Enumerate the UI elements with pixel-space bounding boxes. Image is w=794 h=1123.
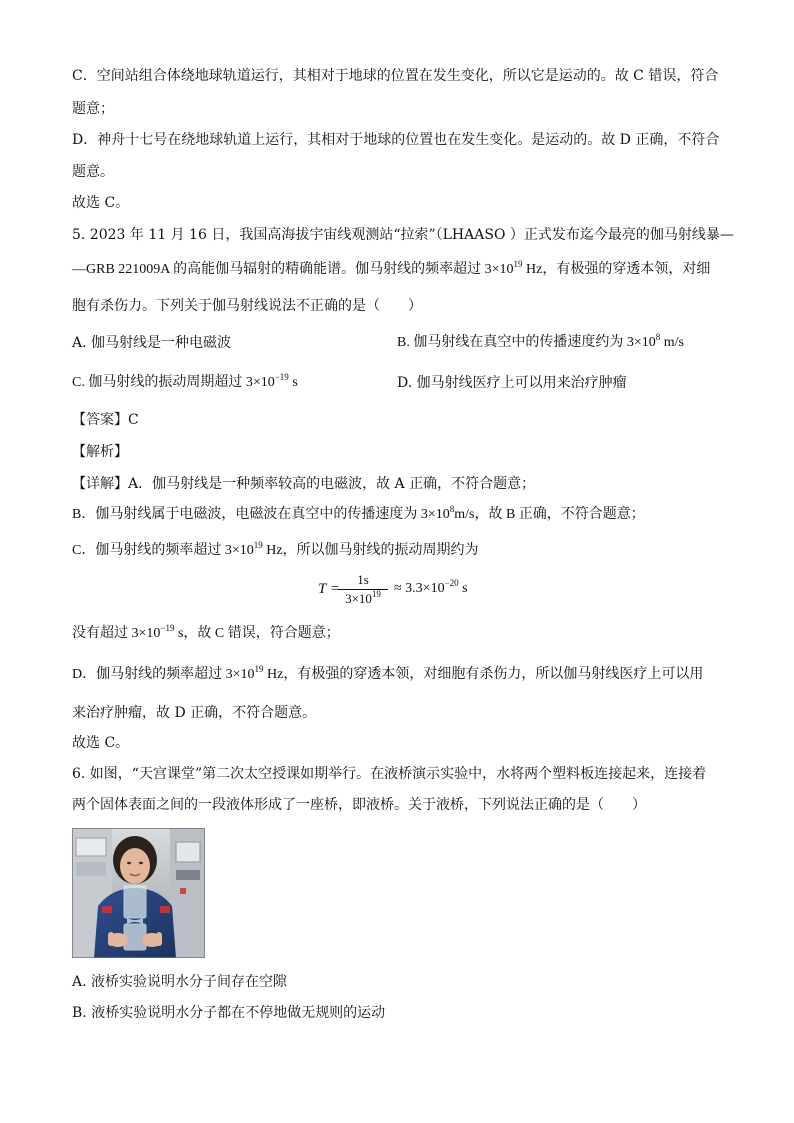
formula-rhs-unit: s: [458, 581, 468, 596]
q5-option-b-text: B. 伽马射线在真空中的传播速度约为 3×10: [397, 335, 656, 350]
detail-label: 【详解】: [72, 476, 128, 492]
formula-denominator-base: 3×10: [345, 591, 372, 606]
formula-rhs-exponent: −20: [444, 578, 459, 588]
q5-not-exceed-text: 没有超过 3×10: [72, 626, 161, 641]
q5-stem-line3: 胞有杀伤力。下列关于伽马射线说法不正确的是（ ）: [72, 298, 422, 314]
q5-detail-b-text-b: m/s，故 B 正确，不符合题意；: [454, 507, 645, 522]
q5-not-exceed-exponent: −19: [160, 623, 175, 633]
answer-label: 【答案】: [72, 412, 128, 428]
q5-detail-d-text: D．伽马射线的频率超过 3×10: [72, 667, 255, 682]
q4-option-c-explanation-line2: 题意；: [72, 101, 114, 117]
q5-stem-exponent: 19: [513, 259, 523, 269]
q6-stem-line1: 6. 如图，“天宫课堂”第二次太空授课如期举行。在液桥演示实验中，水将两个塑料板连接起来，连接着: [72, 766, 707, 782]
q4-option-c-explanation-line1: C．空间站组合体绕地球轨道运行，其相对于地球的位置在发生变化，所以它是运动的。故 C 错误，符合: [72, 68, 719, 84]
q5-detail-c: [72, 541, 479, 561]
q5-detail-d-line2: 来治疗肿瘤，故 D 正确，不符合题意。: [72, 705, 317, 721]
q4-choose: 故选 C。: [72, 195, 130, 211]
q5-option-a: A. 伽马射线是一种电磁波: [72, 335, 232, 351]
q5-stem-line2: [72, 260, 710, 280]
q5-answer: [72, 410, 139, 430]
q6-option-a: A. 液桥实验说明水分子间存在空隙: [72, 974, 288, 990]
q5-option-c-text: C. 伽马射线的振动周期超过 3×10: [72, 375, 275, 390]
answer-value: C: [128, 412, 139, 428]
q5-option-c: [72, 373, 298, 393]
q5-option-d: D. 伽马射线医疗上可以用来治疗肿瘤: [397, 375, 627, 391]
q5-detail-d: [72, 665, 703, 685]
formula-denominator: [338, 591, 388, 607]
q5-stem-line2-text: —GRB 221009A 的高能伽马辐射的精确能谱。伽马射线的频率超过 3×10: [72, 262, 514, 277]
period-formula: [318, 572, 518, 612]
q5-detail-a-text: A．伽马射线是一种频率较高的电磁波，故 A 正确，不符合题意；: [128, 476, 536, 492]
q5-detail-d-text-b: Hz，有极强的穿透本领，对细胞有杀伤力，所以伽马射线医疗上可以用: [263, 667, 704, 682]
q5-option-b: [397, 333, 684, 353]
formula-lhs: T =: [318, 581, 340, 597]
q5-not-exceed: [72, 624, 340, 644]
q5-detail-d-exponent: 19: [254, 664, 264, 674]
formula-rhs-value: ≈ 3.3×10: [394, 581, 445, 596]
q5-detail-b-exponent: 8: [449, 504, 455, 514]
liquid-bridge-photo-drawing: [72, 828, 205, 958]
q5-option-b-exponent: 8: [655, 332, 661, 342]
q5-detail-c-exponent: 19: [253, 540, 263, 550]
q5-option-c-unit: s: [288, 375, 298, 390]
q5-not-exceed-text-b: s，故 C 错误，符合题意；: [174, 626, 340, 641]
q5-detail-a: [72, 474, 535, 494]
q5-detail-b: [72, 505, 645, 525]
q6-stem-line2: 两个固体表面之间的一段液体形成了一座桥，即液桥。关于液桥，下列说法正确的是（ ）: [72, 797, 646, 813]
q5-analysis-label: 【解析】: [72, 444, 128, 460]
q5-detail-c-text: C．伽马射线的频率超过 3×10: [72, 543, 254, 558]
liquid-bridge-photo: [72, 828, 205, 958]
q5-detail-b-text: B．伽马射线属于电磁波，电磁波在真空中的传播速度为 3×10: [72, 507, 450, 522]
q5-option-c-exponent: −19: [274, 372, 289, 382]
formula-rhs: [394, 578, 468, 597]
q5-option-b-unit: m/s: [660, 335, 684, 350]
q5-choose: 故选 C。: [72, 735, 130, 751]
formula-numerator: 1s: [357, 572, 369, 587]
formula-fraction: [338, 572, 388, 607]
formula-denominator-exponent: 19: [371, 589, 381, 599]
q6-option-b: B. 液桥实验说明水分子都在不停地做无规则的运动: [72, 1005, 386, 1021]
q5-stem-line1: 5. 2023 年 11 月 16 日，我国高海拔宇宙线观测站“拉索”（LHAASO ）正式发布迄今最亮的伽马射线暴—: [72, 227, 734, 243]
q4-option-d-explanation-line1: D．神舟十七号在绕地球轨道上运行，其相对于地球的位置也在发生变化。是运动的。故 D 正确，不符合: [72, 132, 720, 148]
q4-option-d-explanation-line2: 题意。: [72, 164, 114, 180]
q5-detail-c-text-b: Hz，所以伽马射线的振动周期约为: [262, 543, 479, 558]
q5-stem-line2-text-b: Hz，有极强的穿透本领，对细: [522, 262, 711, 277]
